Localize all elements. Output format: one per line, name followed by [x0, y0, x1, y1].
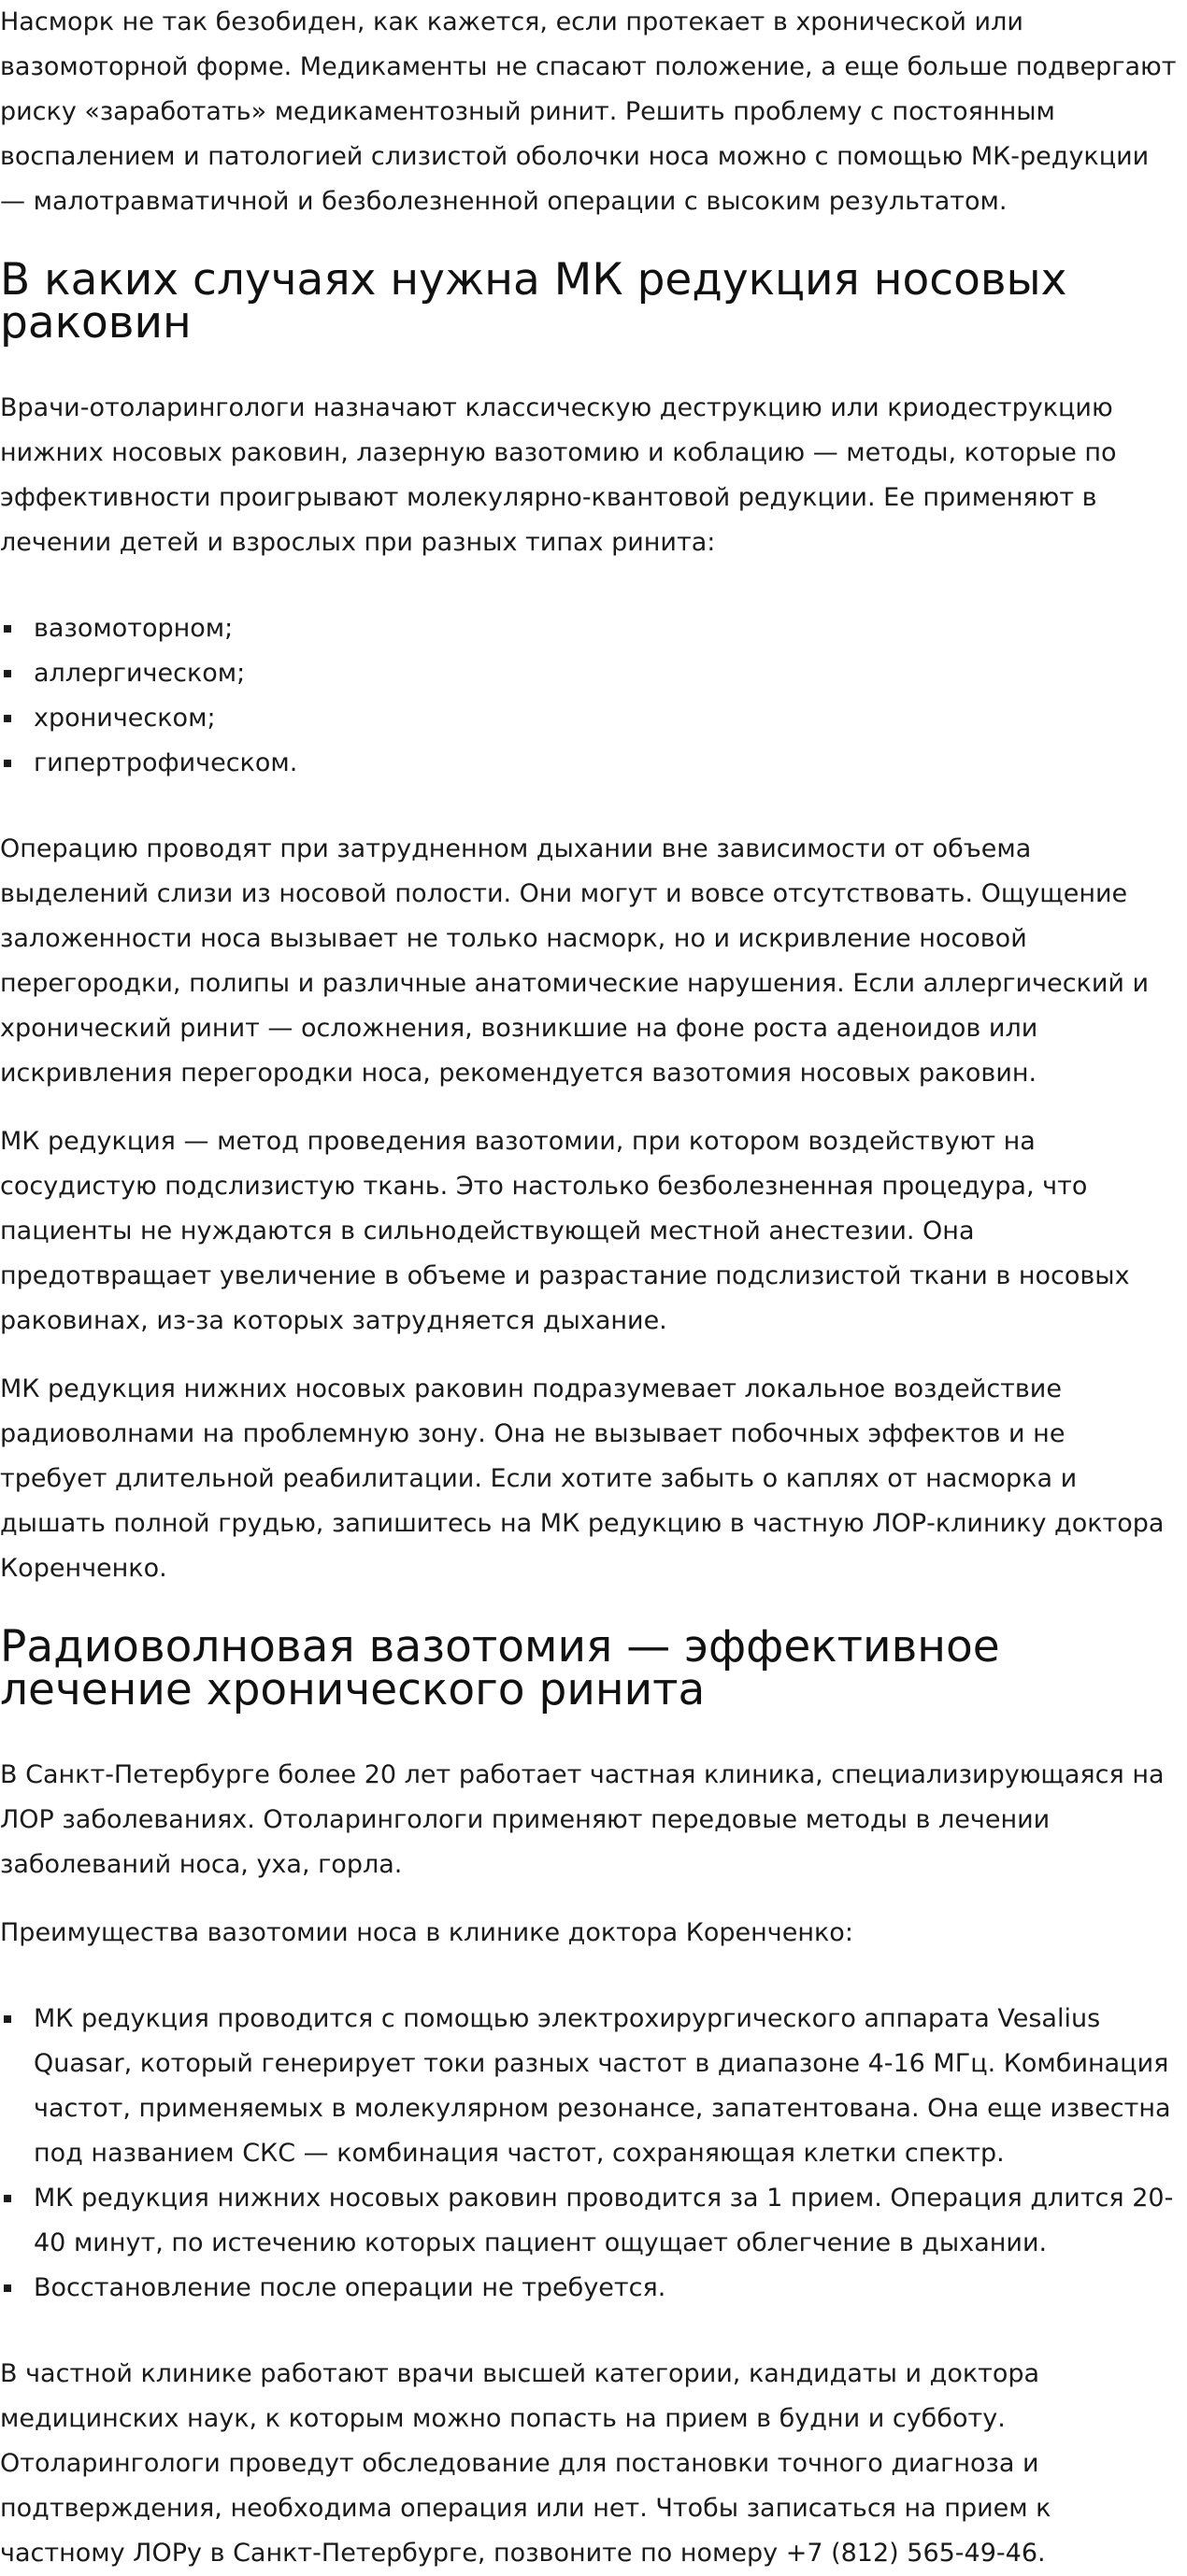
intro-paragraph: Насморк не так безобиден, как кажется, если протекает в хронической или вазомоторной форме. Медикаменты не спасают положение, а еще больше подвергают риску «заработать» медикаментозный ринит. Решить проблему с постоянным воспалением и патологией слизистой оболочки носа можно с помощью МК-редукции — малотравматичной и безболезненной операции с высоким результатом. [0, 7, 1177, 216]
clinic-paragraph: В Санкт-Петербурге более 20 лет работает частная клиника, специализирующаяся на ЛОР заболеваниях. Отоларингологи применяют передовые методы в лечении заболеваний носа, уха, горла. [0, 1760, 1165, 1879]
list-item: МК редукция проводится с помощью электрохирургического аппарата Vesalius Quasar, который генерирует токи разных частот в диапазоне 4-16 МГц. Комбинация частот, применяемых в молекулярном резонансе, запатентована. Она еще известна под названием СКС — комбинация частот, сохраняющая клетки спектр. [0, 1997, 1180, 2176]
list-item: вазомоторном; [0, 606, 1180, 651]
advantages-intro-paragraph: Преимущества вазотомии носа в клинике доктора Коренченко: [0, 1918, 853, 1947]
section-heading-vasotomy: Радиоволновая вазотомия — эффективное лечение хронического ринита [0, 1621, 1000, 1715]
list-item: хроническом; [0, 696, 1180, 741]
operation-paragraph: Операцию проводят при затрудненном дыхании вне зависимости от объема выделений слизи из носовой полости. Они могут и вовсе отсутствовать. Ощущение заложенности носа вызывает не только насморк, но и искривление носовой перегородки, полипы и различные анатомические нарушения. Если аллергический и хронический ринит — осложнения, возникшие на фоне роста аденоидов или искривления перегородки носа, рекомендуется вазотомия носовых раковин. [0, 834, 1150, 1088]
mk-reduction-paragraph: МК редукция — метод проведения вазотомии, при котором воздействуют на сосудистую подслизистую ткань. Это настолько безболезненная процедура, что пациенты не нуждаются в сильнодействующей местной анестезии. Она предотвращает увеличение в объеме и разрастание подслизистой ткани в носовых раковинах, из-за которых затрудняется дыхание. [0, 1127, 1130, 1335]
advantages-list [0, 1997, 1180, 2311]
contact-paragraph: В частной клинике работают врачи высшей категории, кандидаты и доктора медицинских наук, к которым можно попасть на прием в будни и субботу. Отоларингологи проведут обследование для постановки точного диагноза и подтверждения, необходима операция или нет. Чтобы записаться на прием к частному ЛОРу в Санкт-Петербурге, позвоните по номеру +7 (812) 565-49-46. [0, 2359, 1051, 2568]
list-item: аллергическом; [0, 651, 1180, 696]
indications-paragraph: Врачи-отоларингологи назначают классическую деструкцию или криодеструкцию нижних носовых раковин, лазерную вазотомию и коблацию — методы, которые по эффективности проигрывают молекулярно-квантовой редукции. Ее применяют в лечении детей и взрослых при разных типах ринита: [0, 393, 1117, 557]
section-heading-indications: В каких случаях нужна МК редукция носовых раковин [0, 254, 1067, 349]
radiowave-paragraph: МК редукция нижних носовых раковин подразумевает локальное воздействие радиоволнами на проблемную зону. Она не вызывает побочных эффектов и не требует длительной реабилитации. Если хотите забыть о каплях от насморка и дышать полной грудью, запишитесь на МК редукцию в частную ЛОР-клинику доктора Коренченко. [0, 1374, 1165, 1583]
list-item: гипертрофическом. [0, 741, 1180, 786]
rhinitis-types-list [0, 606, 1180, 786]
list-item: Восстановление после операции не требуется. [0, 2266, 1180, 2311]
list-item: МК редукция нижних носовых раковин проводится за 1 прием. Операция длится 20-40 минут, по истечению которых пациент ощущает облегчение в дыхании. [0, 2176, 1180, 2266]
